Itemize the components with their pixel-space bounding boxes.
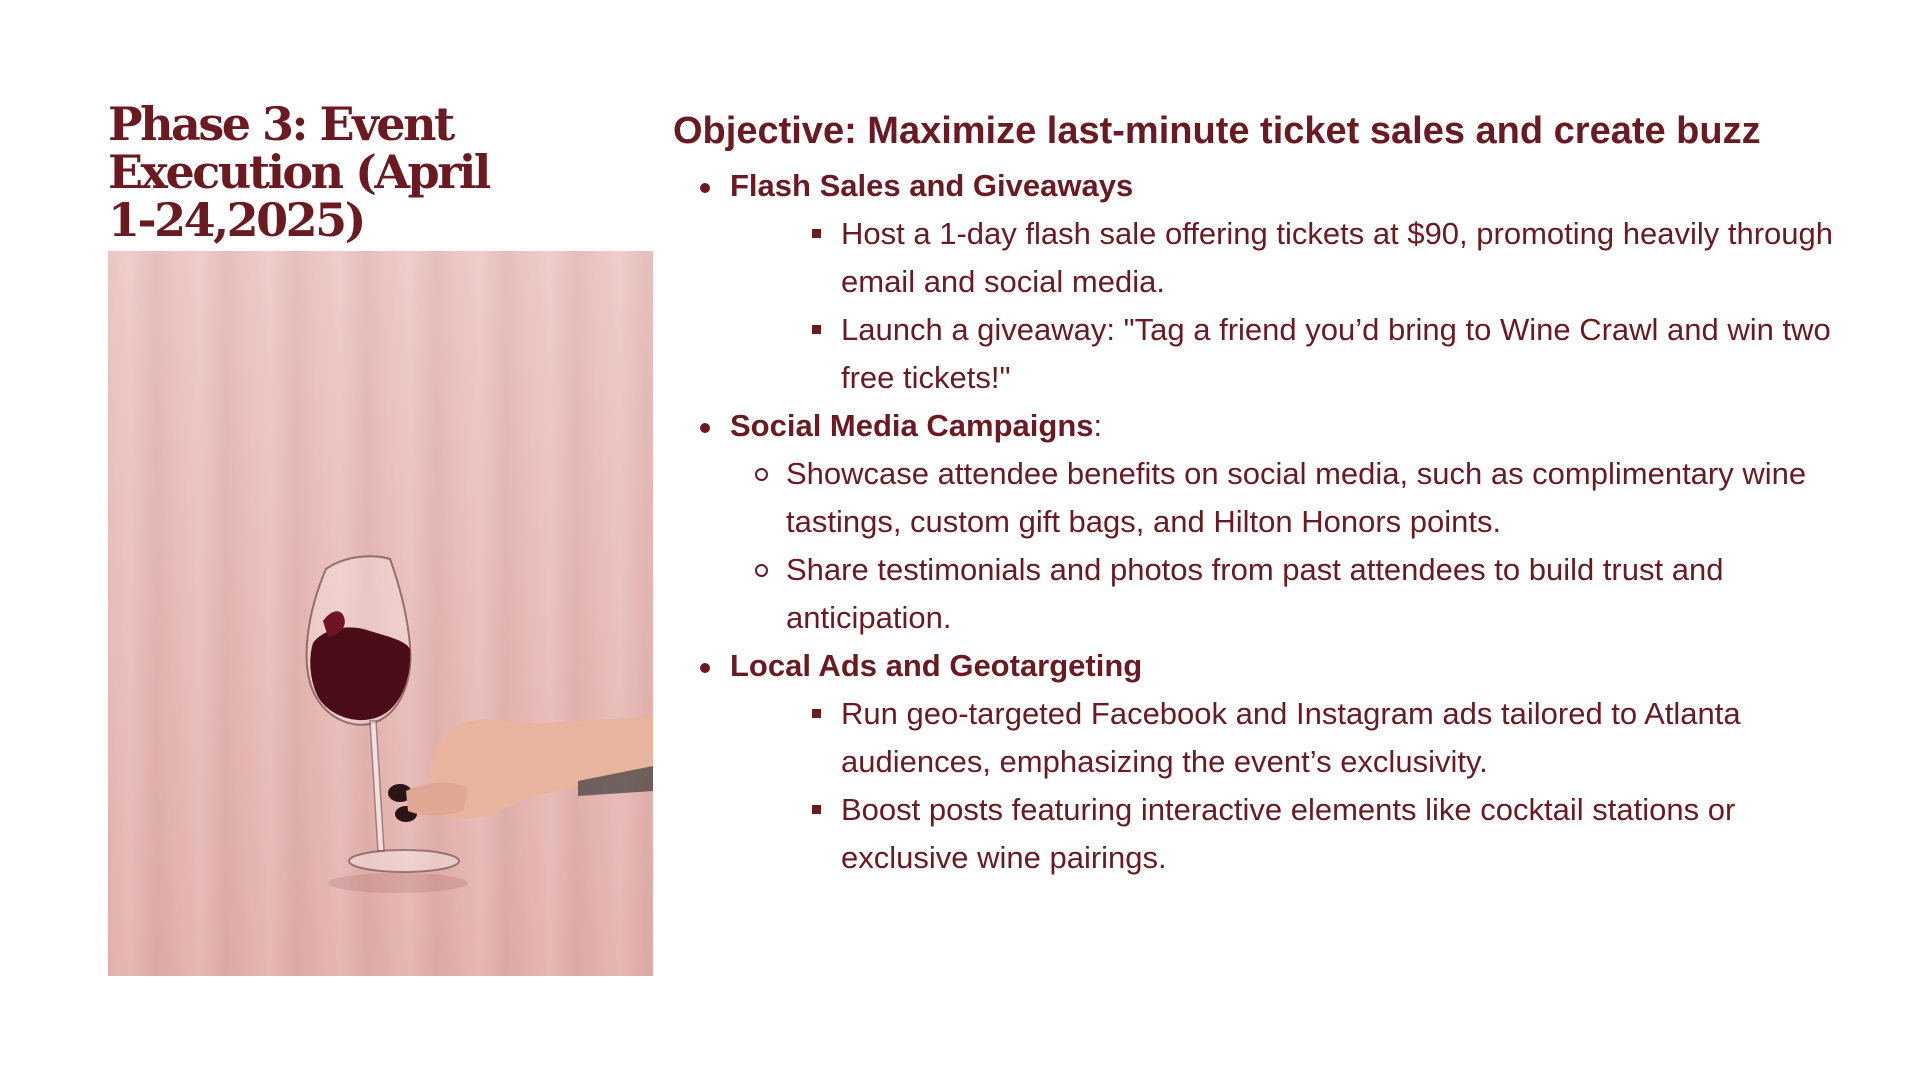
section-heading: Flash Sales and Giveaways [730,168,1134,203]
list-item: Share testimonials and photos from past attendees to build trust and anticipation. [673,546,1826,642]
glass-stem [370,721,384,851]
sub-list [730,690,1873,882]
list-item: Launch a giveaway: "Tag a friend you’d bring to Wine Crawl and win two free tickets!" [673,306,1841,402]
content-panel [673,100,1873,882]
wine-glass-photo [108,251,653,976]
sub-list [730,450,1873,642]
section-heading-suffix: : [1093,408,1103,443]
list-item: Boost posts featuring interactive elements like cocktail stations or exclusive wine pairings. [673,786,1841,882]
section-flash-sales [673,162,1873,402]
finger-shape [406,782,468,815]
section-heading: Social Media Campaigns [730,408,1094,443]
list-item: Run geo-targeted Facebook and Instagram ads tailored to Atlanta audiences, emphasizing the event’s exclusivity. [673,690,1841,786]
objective-heading: Objective: Maximize last-minute ticket sales and create buzz [673,110,1761,152]
shadow-shape [328,873,468,893]
wine-glass-illustration [108,251,653,976]
section-list [673,162,1873,882]
sub-list [730,210,1873,402]
section-heading: Local Ads and Geotargeting [730,648,1143,683]
glass-base [349,850,459,872]
slide-title: Phase 3: Event Execution (April 1-24,2025) [108,97,489,247]
section-local-ads [673,642,1873,882]
list-item: Showcase attendee benefits on social media, such as complimentary wine tastings, custom gift bags, and Hilton Honors points. [673,450,1826,546]
list-item: Host a 1-day flash sale offering tickets at $90, promoting heavily through email and social media. [673,210,1841,306]
section-social-media [673,402,1873,642]
